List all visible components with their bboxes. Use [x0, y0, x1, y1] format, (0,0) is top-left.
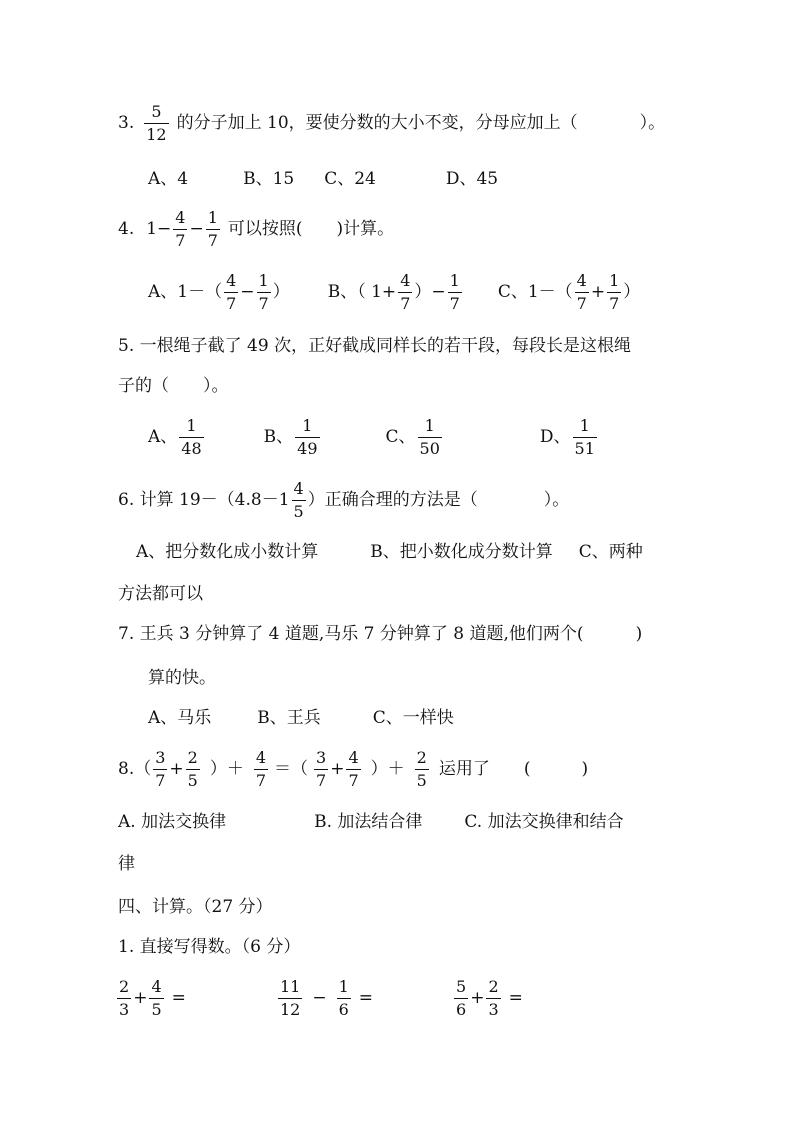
question-3: [118, 104, 665, 143]
fraction: $\frac{4}{5}$: [293, 479, 304, 521]
question-6-options: [136, 544, 643, 561]
question-4-options: [148, 273, 640, 312]
question-text: 运用了: [438, 759, 490, 779]
question-close: ）。: [639, 113, 666, 133]
fraction: $\frac{3}{7}$: [155, 748, 166, 790]
question-8-options: [118, 814, 624, 831]
question-text: 7. 王兵 3 分钟算了 4 道题,马乐 7 分钟算了 8 道题,他们两个(: [118, 624, 584, 644]
fraction: $\frac{4}{7}$: [348, 748, 359, 790]
fraction: $\frac{4}{7}$: [255, 748, 267, 790]
operator: ）＋: [370, 759, 405, 779]
option-d: D、45: [445, 169, 499, 189]
question-7-line-2: 算的快。: [148, 668, 216, 688]
option-a: A. 加法交换律: [118, 812, 227, 832]
option-a: A、把分数化成小数计算: [136, 542, 319, 562]
fraction: $\frac{4}{7}$: [226, 271, 237, 313]
question-7-options: [148, 710, 454, 727]
option-b: B、王兵: [257, 708, 321, 728]
option-a: A、: [148, 427, 178, 447]
fraction: $\frac{1}{7}$: [609, 271, 620, 313]
fraction: $\frac{4}{5}$: [151, 977, 162, 1019]
operator: ）＋: [209, 759, 244, 779]
question-text: 6. 计算 19－（4.8－1: [118, 490, 290, 510]
question-text: 8.（: [118, 759, 152, 779]
calc-item-3: [452, 979, 523, 1018]
question-close: ）。: [543, 490, 570, 510]
fraction: $\frac{11}{12}$: [280, 977, 301, 1019]
option-text: ）: [272, 282, 290, 302]
question-number: 3.: [118, 113, 135, 133]
fraction: $\frac{1}{49}$: [297, 416, 318, 458]
option-b: B、15: [243, 169, 295, 189]
fraction: $\frac{2}{5}$: [187, 748, 198, 790]
fraction: $\frac{1}{7}$: [449, 271, 460, 313]
question-8-line-3: 律: [118, 854, 135, 874]
option-c: C、两种: [578, 542, 643, 562]
question-6-line-3: 方法都可以: [118, 584, 203, 604]
operator: −: [240, 282, 255, 302]
question-text: ）正确合理的方法是（: [307, 490, 478, 510]
equals-sign: =: [171, 988, 186, 1008]
option-a: A、马乐: [148, 708, 212, 728]
operator: +: [330, 759, 345, 779]
fraction: $\frac{5}{6}$: [456, 977, 467, 1019]
option-text: ）: [623, 282, 641, 302]
operator: +: [470, 988, 485, 1008]
option-c: C、一样快: [372, 708, 454, 728]
option-a: A、4: [148, 169, 189, 189]
option-b: B. 加法结合律: [314, 812, 423, 832]
answer-parentheses: ( ): [523, 759, 589, 779]
question-5-line-1: 5. 一根绳子截了 49 次，正好截成同样长的若干段，每段长是这根绳: [118, 336, 632, 356]
operator: +: [133, 988, 148, 1008]
option-c: C、1－（: [497, 282, 573, 302]
option-c: C. 加法交换律和结合: [464, 812, 624, 832]
fraction: $\frac{2}{3}$: [119, 977, 130, 1019]
section-title: 四、计算。（27 分）: [118, 897, 273, 917]
operator: −: [189, 219, 204, 239]
fraction: $\frac{1}{48}$: [181, 416, 202, 458]
fraction: $\frac{1}{7}$: [207, 208, 218, 250]
option-a: A、1－（: [148, 282, 223, 302]
question-6: [118, 481, 569, 520]
option-c: C、24: [324, 169, 376, 189]
option-text: ）−: [414, 282, 446, 302]
question-number: 4.: [118, 219, 135, 239]
fraction: $\frac{1}{7}$: [258, 271, 269, 313]
option-b: B、: [263, 427, 294, 447]
fraction: $\frac{1}{50}$: [419, 416, 440, 458]
question-close: ): [635, 624, 643, 644]
question-8: [118, 750, 588, 789]
question-3-options: [148, 171, 498, 188]
calc-item-1: [115, 979, 186, 1018]
operator: +: [590, 282, 606, 302]
fraction: $\frac{2}{5}$: [416, 748, 427, 790]
operator: +: [169, 759, 184, 779]
operator: −: [312, 988, 327, 1008]
option-b: B、（ 1+: [327, 282, 397, 302]
fraction: $\frac{4}{7}$: [175, 208, 186, 250]
fraction: $\frac{1}{6}$: [338, 977, 349, 1019]
option-b: B、把小数化成分数计算: [370, 542, 553, 562]
equals-sign: =: [508, 988, 523, 1008]
equals-sign: =: [358, 988, 374, 1008]
fraction: $\frac{1}{51}$: [574, 416, 595, 458]
fraction: $\frac{3}{7}$: [316, 748, 327, 790]
subsection-title: 1. 直接写得数。（6 分）: [118, 937, 301, 957]
option-c: C、: [385, 427, 416, 447]
fraction: $\frac{2}{3}$: [488, 977, 499, 1019]
question-text: 的分子加上 10，要使分数的大小不变，分母应加上（: [176, 113, 578, 133]
question-text: 可以按照( )计算。: [227, 219, 395, 239]
calc-item-2: [276, 979, 373, 1018]
fraction: $\frac{5}{12}$: [146, 102, 167, 144]
option-d: D、: [539, 427, 571, 447]
question-4: [118, 210, 394, 249]
operator: ＝（: [274, 759, 309, 779]
fraction: $\frac{4}{7}$: [576, 271, 587, 313]
question-7-line-1: [118, 626, 642, 643]
question-5-line-2: 子的（ ）。: [118, 376, 229, 396]
question-5-options: [148, 418, 599, 457]
expression-part: 1−: [146, 219, 172, 239]
fraction: $\frac{4}{7}$: [400, 271, 411, 313]
